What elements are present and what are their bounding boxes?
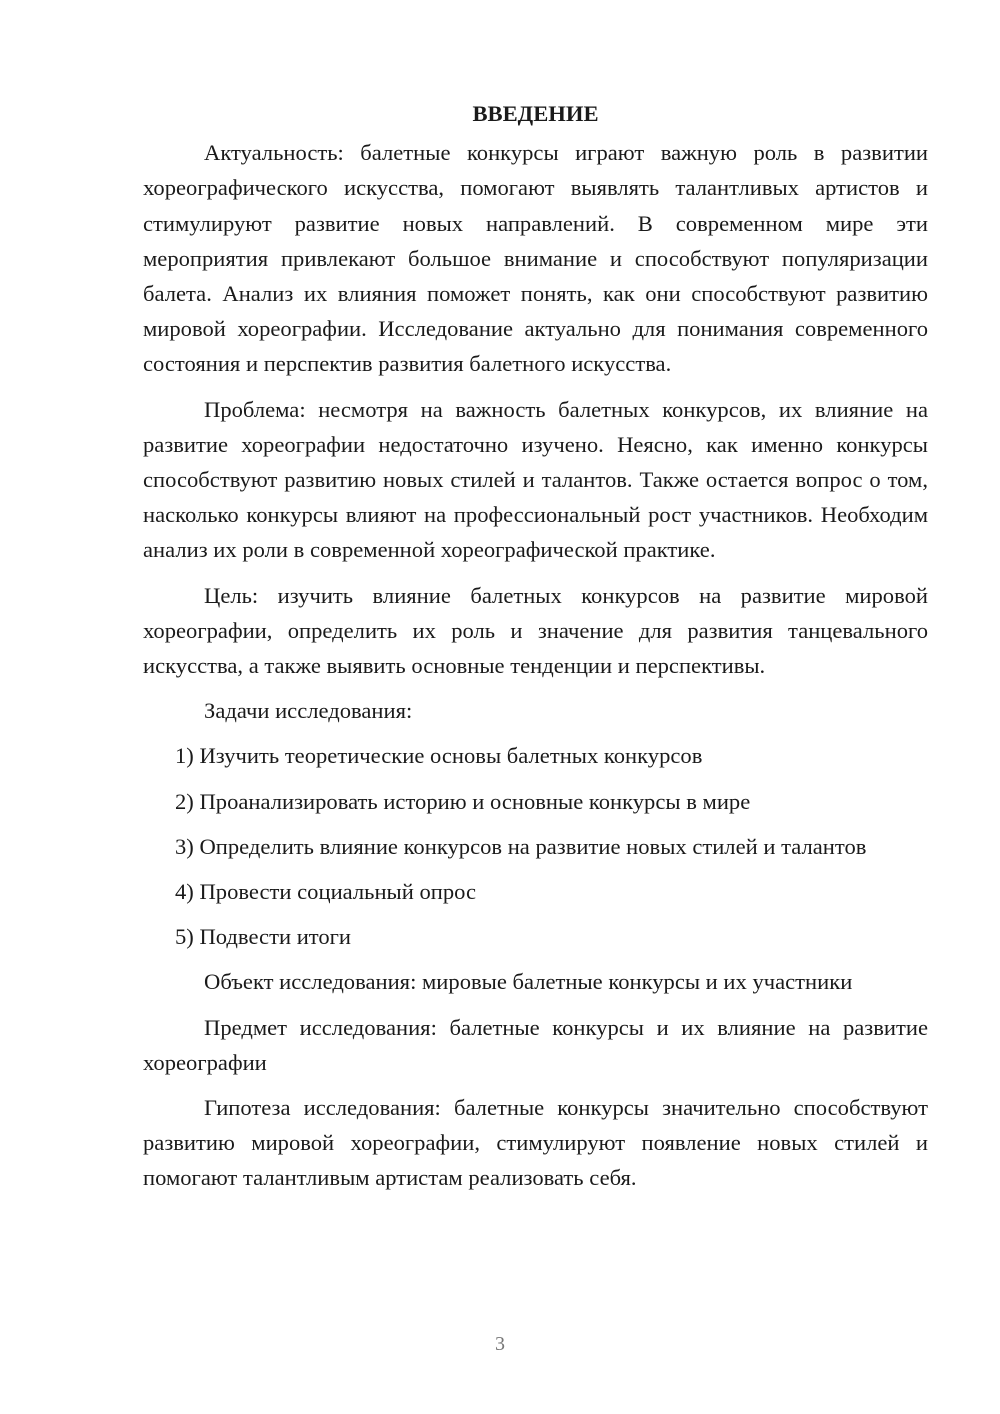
goal-paragraph: Цель: изучить влияние балетных конкурсов на развитие мировой хореографии, определить их роль и значение для развития танцевального искусства, а также выявить основные тенденции и перспективы.	[143, 582, 928, 679]
problem-paragraph: Проблема: несмотря на важность балетных конкурсов, их влияние на развитие хореографии недостаточно изучено. Неясно, как именно конкурсы способствуют развитию новых стилей и талантов. Также остается вопрос о том, насколько конкурсы влияют на профессиональный рост участников. Необходим анализ их роли в современной хореографической практике.	[143, 396, 928, 563]
task-item-1: 1) Изучить теоретические основы балетных конкурсов	[175, 743, 703, 769]
page-number: 3	[495, 1333, 505, 1355]
tasks-list	[143, 738, 928, 954]
object-paragraph: Объект исследования: мировые балетные конкурсы и их участники	[204, 969, 853, 995]
subject-paragraph: Предмет исследования: балетные конкурсы и их влияние на развитие хореографии	[143, 1014, 928, 1075]
hypothesis-paragraph: Гипотеза исследования: балетные конкурсы значительно способствуют развитию мировой хореографии, стимулируют появление новых стилей и помогают талантливым артистам реализовать себя.	[143, 1095, 928, 1191]
section-title: ВВЕДЕНИЕ	[472, 101, 599, 126]
task-item-5: 5) Подвести итоги	[175, 924, 352, 950]
tasks-heading: Задачи исследования:	[204, 698, 413, 724]
task-item-2: 2) Проанализировать историю и основные конкурсы в мире	[175, 788, 751, 814]
document-page	[143, 96, 928, 1206]
task-item-4: 4) Провести социальный опрос	[175, 879, 477, 905]
relevance-paragraph: Актуальность: балетные конкурсы играют важную роль в развитии хореографического искусства, помогают выявлять талантливых артистов и стимулируют развитие новых направлений. В современном мире эти мероприятия привлекают большое внимание и способствуют популяризации балета. Анализ их влияния поможет понять, как они способствуют развитию мировой хореографии. Исследование актуально для понимания современного состояния и перспектив развития балетного искусства.	[143, 140, 928, 377]
task-item-3: 3) Определить влияние конкурсов на развитие новых стилей и талантов	[175, 833, 867, 859]
